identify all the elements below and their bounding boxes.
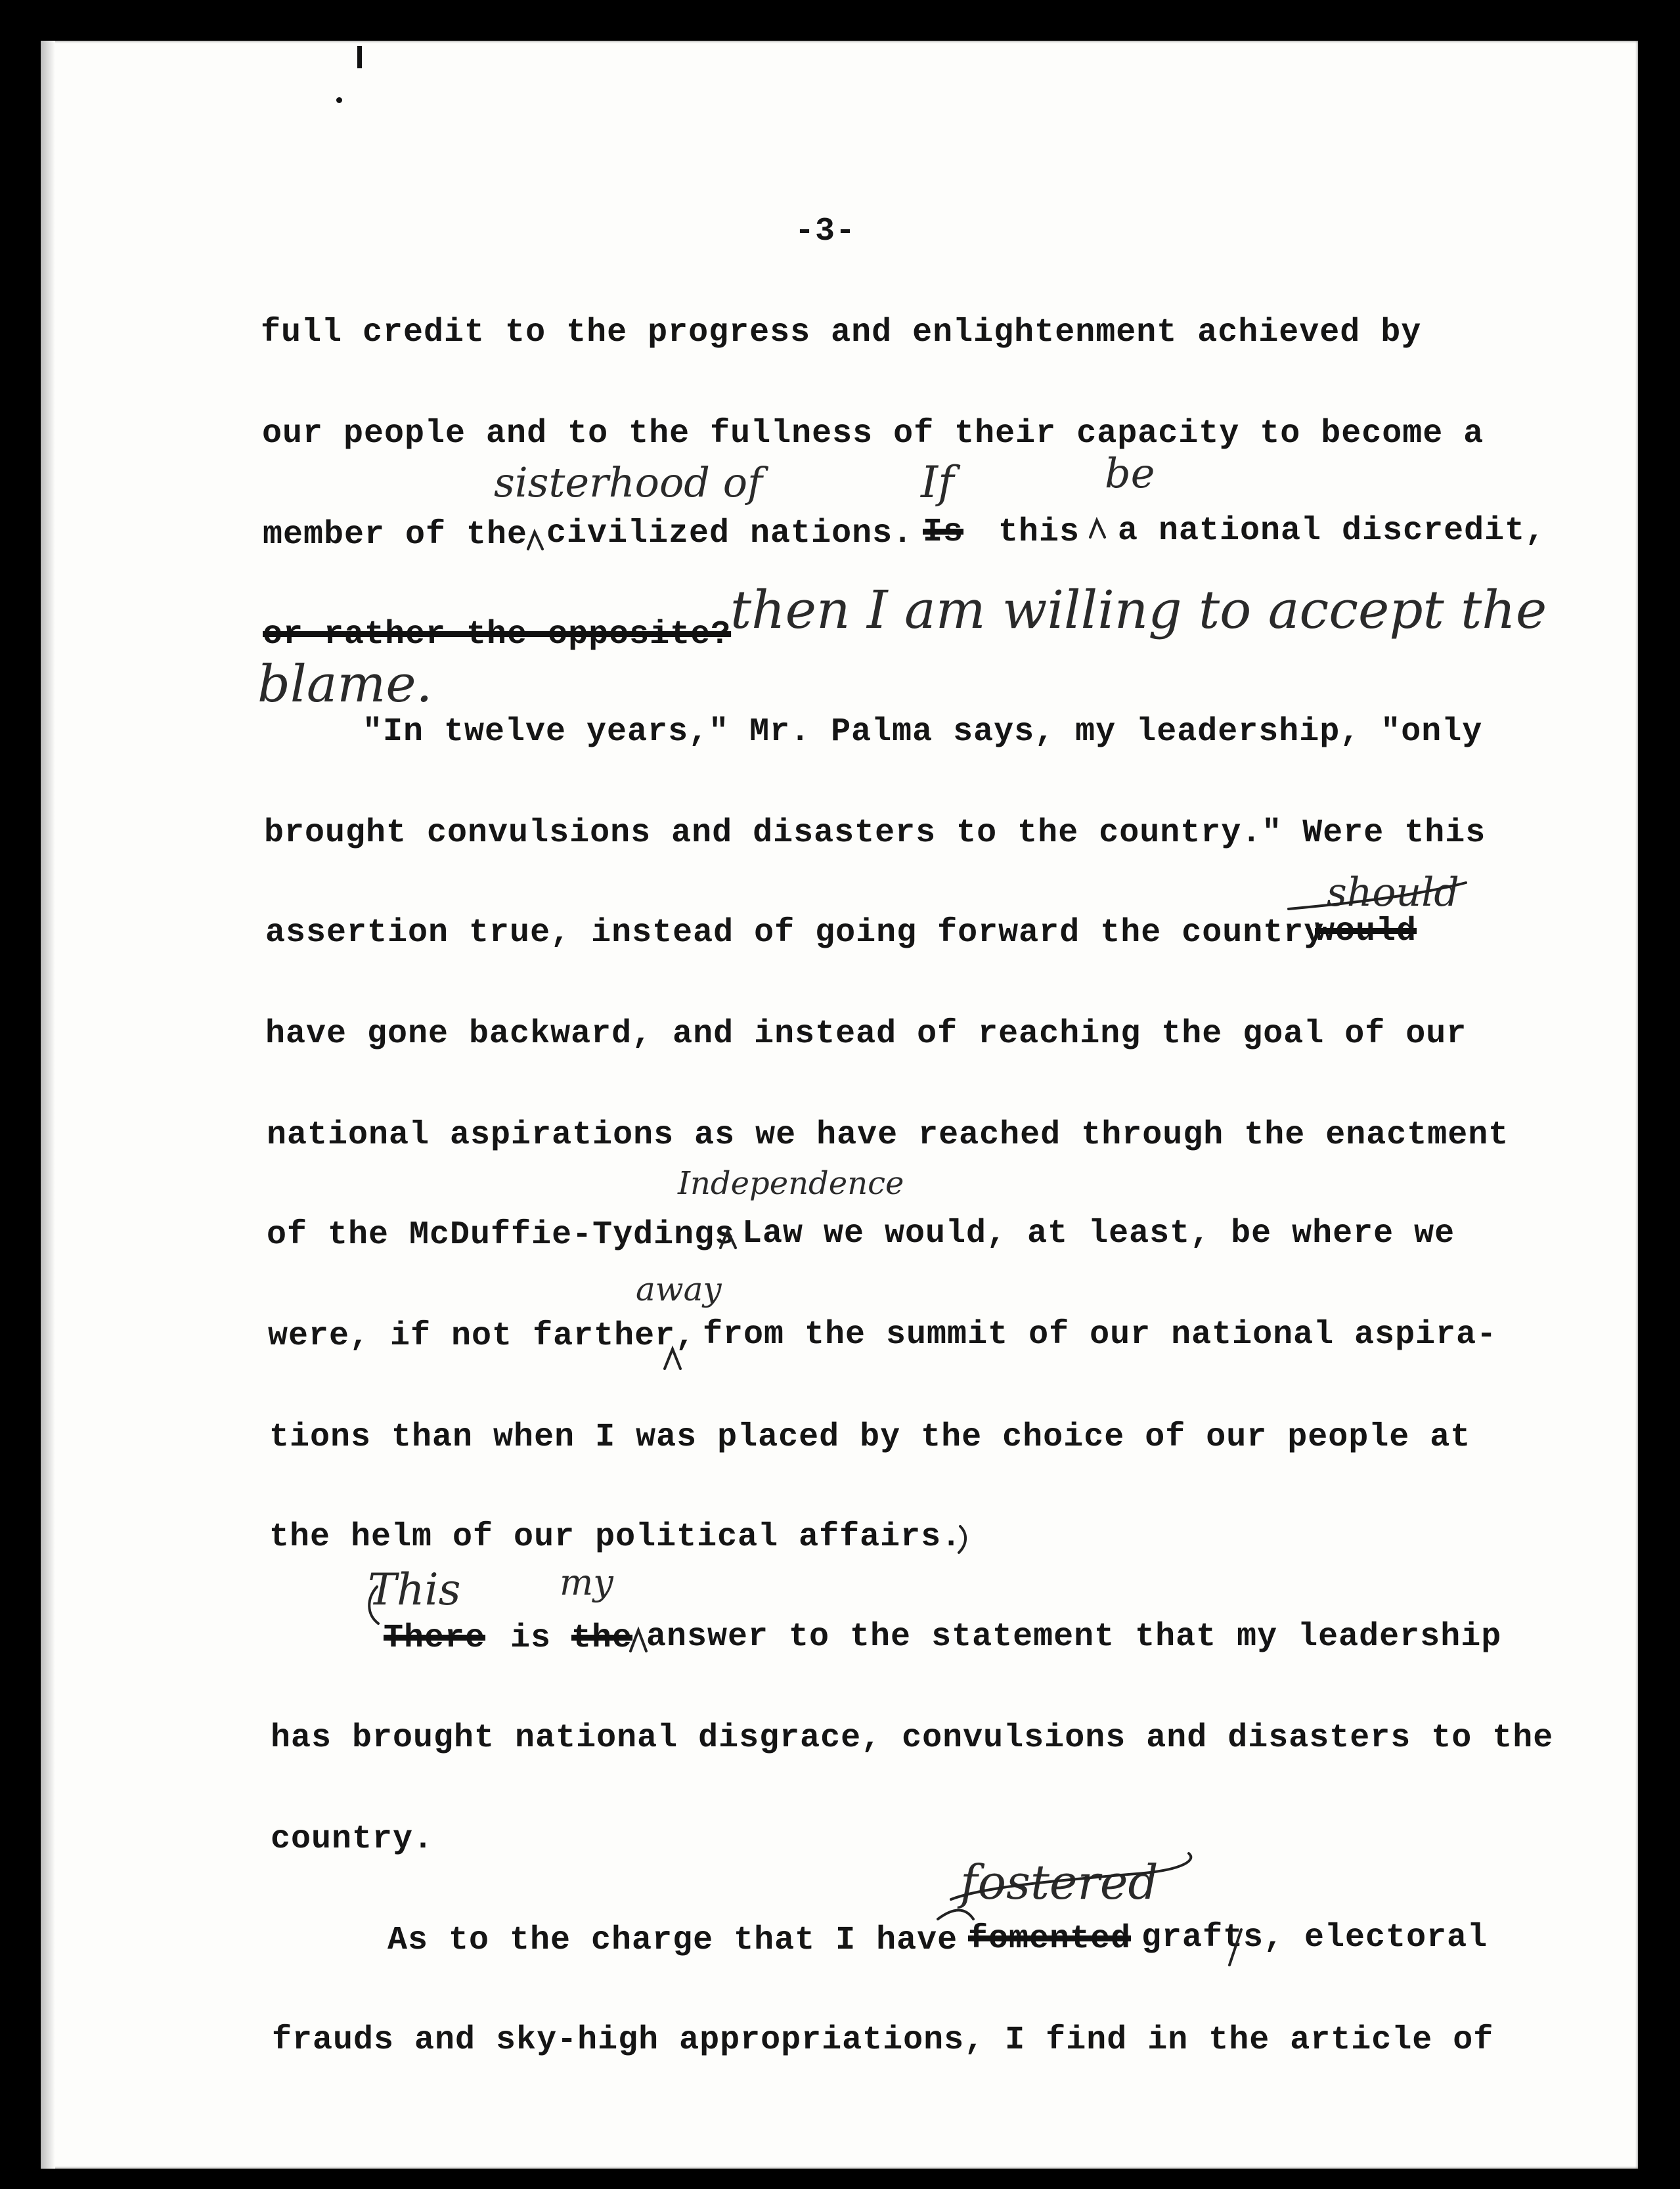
struck-phrase-or-rather: or rather the opposite? (263, 616, 732, 653)
typewritten-page (41, 41, 1638, 2169)
struck-word-there: There (384, 1620, 486, 1657)
struck-word-the: the (571, 1620, 633, 1657)
text-line-11-start: were, if not farther, (268, 1317, 696, 1355)
ink-speck (336, 97, 342, 103)
text-line-16: country. (271, 1821, 434, 1858)
caret-mark (528, 532, 542, 549)
ink-speck (357, 46, 362, 68)
text-line-12: tions than when I was placed by the choice of our people at (269, 1419, 1471, 1456)
text-line-13: the helm of our political affairs. (269, 1518, 962, 1556)
text-line-5: "In twelve years," Mr. Palma says, my leadership, "only (363, 713, 1483, 751)
handwritten-sisterhood-of: sisterhood of (494, 458, 763, 506)
handwritten-independence: Independence (678, 1165, 904, 1202)
text-line-11-end: from the summit of our national aspira- (703, 1316, 1497, 1354)
handwritten-then-line: then I am willing to accept the (730, 579, 1547, 640)
text-line-18: frauds and sky-high appropriations, I find in the article of (272, 2022, 1494, 2059)
caret-mark (630, 1630, 646, 1651)
text-line-3-end: a national discredit, (1118, 512, 1546, 550)
text-line-10-start: of the McDuffie-Tydings (267, 1216, 736, 1254)
text-line-17-end: grafts, electoral (1141, 1919, 1488, 1957)
handwritten-be: be (1105, 449, 1155, 497)
text-line-3-civilized: civilized nations. (546, 515, 914, 552)
text-line-9: national aspirations as we have reached through the enactment (267, 1117, 1509, 1154)
handwritten-away: away (636, 1270, 722, 1308)
handwritten-blame: blame. (257, 655, 433, 714)
caret-mark (1090, 520, 1105, 537)
text-line-8: have gone backward, and instead of reaching the goal of our (265, 1015, 1467, 1053)
struck-word-would: would (1315, 913, 1417, 950)
caret-mark (938, 1911, 973, 1920)
handwritten-my: my (560, 1562, 613, 1603)
text-line-6: brought convulsions and disasters to the country." Were this (264, 814, 1486, 852)
text-line-17-start: As to the charge that I have (387, 1922, 958, 1959)
handwritten-this: This (368, 1564, 461, 1615)
handwritten-if: If (921, 457, 954, 508)
text-line-10-end: Law we would, at least, be where we (742, 1215, 1455, 1252)
text-line-15: has brought national disgrace, convulsions and disasters to the (271, 1719, 1554, 1757)
page-number: -3- (795, 213, 856, 250)
page-left-edge (41, 41, 55, 2169)
struck-word-fomented: fomented (968, 1920, 1132, 1958)
struck-word-is: Is (923, 514, 964, 551)
text-line-3-start: member of the (263, 516, 528, 554)
text-line-3-this: this (998, 514, 1080, 551)
text-line-7: assertion true, instead of going forward the country (265, 914, 1325, 952)
text-line-2: our people and to the fullness of their capacity to become a (262, 415, 1484, 453)
handwritten-should: should (1327, 870, 1459, 916)
handwritten-fostered: fostered (960, 1855, 1159, 1910)
text-line-14-is: is (510, 1620, 552, 1657)
text-line-1: full credit to the progress and enlightenment achieved by (261, 314, 1422, 351)
text-line-14-end: answer to the statement that my leadership (646, 1618, 1502, 1656)
